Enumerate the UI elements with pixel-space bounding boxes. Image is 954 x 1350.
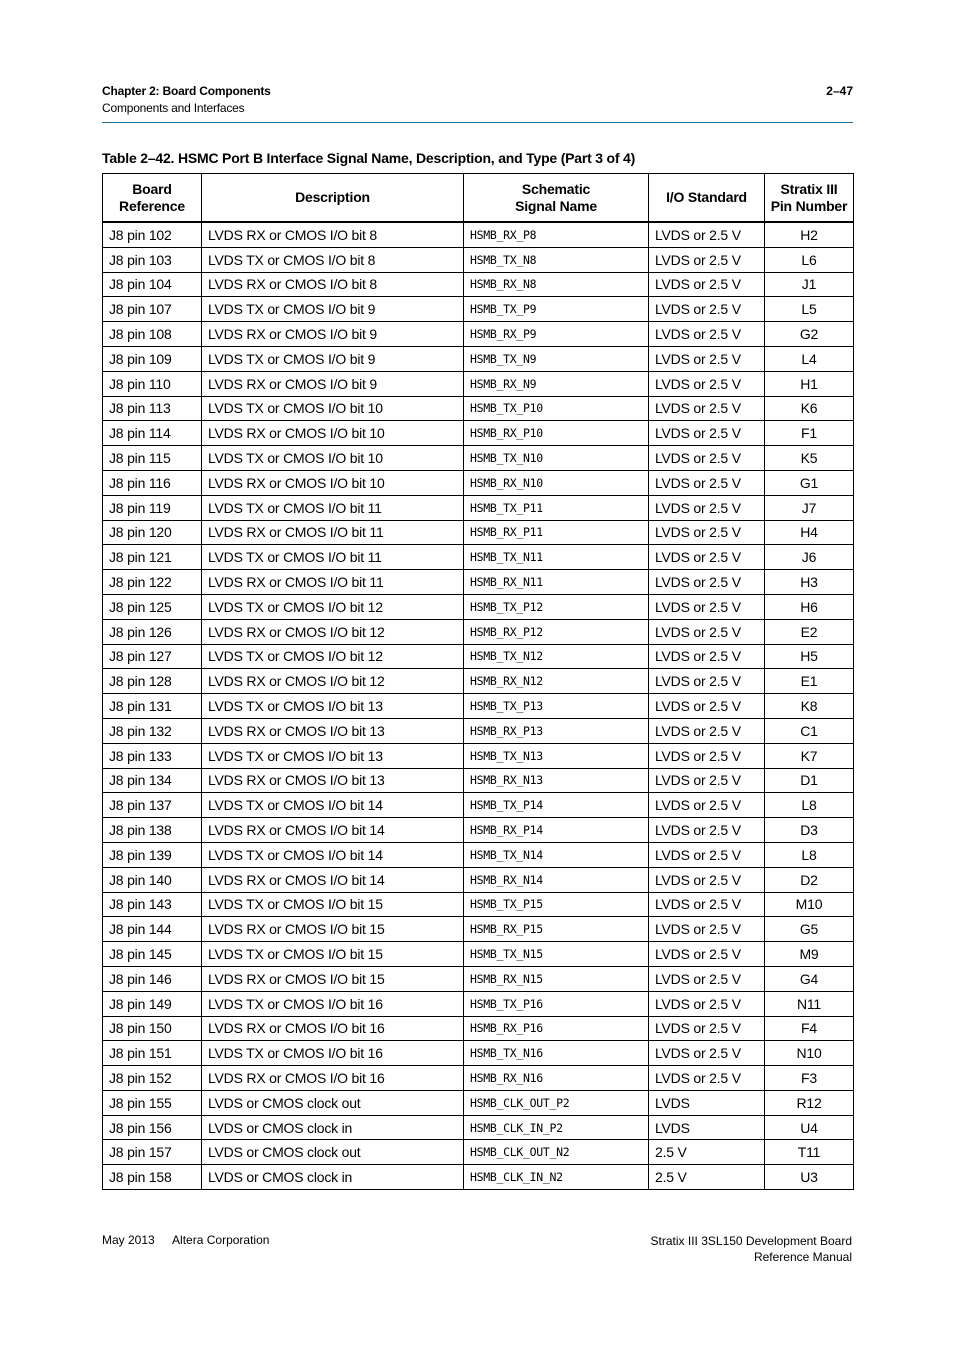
header-line: Board [132,180,172,197]
cell-description: LVDS RX or CMOS I/O bit 8 [202,222,464,247]
cell-pin-number: D3 [765,818,854,843]
cell-pin-number: H2 [765,222,854,247]
cell-description: LVDS TX or CMOS I/O bit 8 [202,247,464,272]
footer-doc-subtitle: Reference Manual [753,1250,852,1264]
cell-board-reference: J8 pin 155 [103,1090,202,1115]
cell-board-reference: J8 pin 149 [103,991,202,1016]
cell-description: LVDS RX or CMOS I/O bit 16 [202,1066,464,1091]
cell-io-standard: LVDS or 2.5 V [649,991,765,1016]
cell-board-reference: J8 pin 143 [103,892,202,917]
cell-description: LVDS RX or CMOS I/O bit 12 [202,669,464,694]
cell-description: LVDS TX or CMOS I/O bit 15 [202,942,464,967]
cell-io-standard: LVDS or 2.5 V [649,619,765,644]
cell-signal-name: HSMB_RX_P11 [464,520,649,545]
cell-board-reference: J8 pin 133 [103,743,202,768]
table-row [103,272,854,297]
cell-description: LVDS TX or CMOS I/O bit 14 [202,842,464,867]
cell-signal-name: HSMB_CLK_IN_P2 [464,1115,649,1140]
cell-pin-number: U4 [765,1115,854,1140]
cell-description: LVDS TX or CMOS I/O bit 12 [202,644,464,669]
cell-board-reference: J8 pin 113 [103,396,202,421]
cell-board-reference: J8 pin 134 [103,768,202,793]
footer-date: May 2013 [102,1233,155,1247]
cell-board-reference: J8 pin 139 [103,842,202,867]
cell-description: LVDS RX or CMOS I/O bit 8 [202,272,464,297]
cell-signal-name: HSMB_RX_N15 [464,966,649,991]
table-row [103,1016,854,1041]
cell-description: LVDS TX or CMOS I/O bit 13 [202,743,464,768]
table-row [103,991,854,1016]
cell-signal-name: HSMB_TX_P11 [464,495,649,520]
cell-signal-name: HSMB_TX_N12 [464,644,649,669]
cell-io-standard: LVDS or 2.5 V [649,917,765,942]
cell-description: LVDS or CMOS clock out [202,1090,464,1115]
table-row [103,867,854,892]
cell-board-reference: J8 pin 103 [103,247,202,272]
cell-io-standard: LVDS or 2.5 V [649,892,765,917]
cell-pin-number: C1 [765,718,854,743]
cell-io-standard: LVDS or 2.5 V [649,1066,765,1091]
table-row [103,768,854,793]
cell-pin-number: G2 [765,322,854,347]
table-row [103,1066,854,1091]
cell-pin-number: M10 [765,892,854,917]
cell-pin-number: L4 [765,346,854,371]
cell-description: LVDS RX or CMOS I/O bit 14 [202,867,464,892]
cell-description: LVDS RX or CMOS I/O bit 9 [202,322,464,347]
cell-io-standard: LVDS or 2.5 V [649,743,765,768]
cell-pin-number: L6 [765,247,854,272]
cell-signal-name: HSMB_RX_P10 [464,421,649,446]
cell-io-standard: LVDS [649,1090,765,1115]
cell-io-standard: 2.5 V [649,1140,765,1165]
table-row [103,619,854,644]
cell-description: LVDS RX or CMOS I/O bit 13 [202,768,464,793]
cell-signal-name: HSMB_TX_P16 [464,991,649,1016]
cell-board-reference: J8 pin 114 [103,421,202,446]
header-line: Signal Name [515,197,597,214]
cell-board-reference: J8 pin 116 [103,470,202,495]
header-description [202,174,464,223]
cell-signal-name: HSMB_RX_P15 [464,917,649,942]
cell-description: LVDS RX or CMOS I/O bit 15 [202,966,464,991]
cell-pin-number: J6 [765,545,854,570]
cell-pin-number: T11 [765,1140,854,1165]
cell-description: LVDS TX or CMOS I/O bit 11 [202,495,464,520]
cell-board-reference: J8 pin 121 [103,545,202,570]
cell-description: LVDS RX or CMOS I/O bit 16 [202,1016,464,1041]
cell-description: LVDS TX or CMOS I/O bit 14 [202,793,464,818]
cell-board-reference: J8 pin 138 [103,818,202,843]
cell-signal-name: HSMB_RX_N8 [464,272,649,297]
cell-description: LVDS TX or CMOS I/O bit 12 [202,594,464,619]
cell-board-reference: J8 pin 140 [103,867,202,892]
cell-pin-number: M9 [765,942,854,967]
cell-io-standard: LVDS or 2.5 V [649,966,765,991]
cell-board-reference: J8 pin 102 [103,222,202,247]
cell-description: LVDS RX or CMOS I/O bit 12 [202,619,464,644]
cell-board-reference: J8 pin 156 [103,1115,202,1140]
cell-board-reference: J8 pin 119 [103,495,202,520]
cell-io-standard: LVDS or 2.5 V [649,1041,765,1066]
cell-pin-number: D2 [765,867,854,892]
cell-io-standard: LVDS or 2.5 V [649,867,765,892]
cell-pin-number: H5 [765,644,854,669]
footer-company: Altera Corporation [172,1233,270,1247]
cell-pin-number: L8 [765,842,854,867]
cell-io-standard: LVDS or 2.5 V [649,470,765,495]
table-row [103,942,854,967]
cell-signal-name: HSMB_TX_N13 [464,743,649,768]
cell-signal-name: HSMB_CLK_IN_N2 [464,1165,649,1190]
cell-pin-number: L8 [765,793,854,818]
cell-io-standard: LVDS or 2.5 V [649,297,765,322]
cell-board-reference: J8 pin 158 [103,1165,202,1190]
table-row [103,793,854,818]
cell-board-reference: J8 pin 115 [103,446,202,471]
cell-io-standard: LVDS or 2.5 V [649,322,765,347]
table-row [103,917,854,942]
header-board-reference [103,174,202,223]
cell-io-standard: LVDS or 2.5 V [649,396,765,421]
cell-io-standard: LVDS or 2.5 V [649,421,765,446]
cell-signal-name: HSMB_TX_P13 [464,694,649,719]
table-header-row [103,174,854,223]
header-io-standard [649,174,765,223]
cell-pin-number: F3 [765,1066,854,1091]
cell-io-standard: LVDS or 2.5 V [649,718,765,743]
cell-io-standard: LVDS or 2.5 V [649,520,765,545]
cell-pin-number: J1 [765,272,854,297]
cell-pin-number: F4 [765,1016,854,1041]
cell-board-reference: J8 pin 145 [103,942,202,967]
cell-board-reference: J8 pin 144 [103,917,202,942]
cell-io-standard: LVDS or 2.5 V [649,842,765,867]
cell-description: LVDS TX or CMOS I/O bit 10 [202,396,464,421]
cell-io-standard: LVDS or 2.5 V [649,1016,765,1041]
cell-pin-number: L5 [765,297,854,322]
cell-signal-name: HSMB_TX_P12 [464,594,649,619]
cell-signal-name: HSMB_RX_N13 [464,768,649,793]
cell-signal-name: HSMB_TX_P15 [464,892,649,917]
section-title: Components and Interfaces [102,101,245,115]
cell-signal-name: HSMB_TX_P9 [464,297,649,322]
cell-pin-number: E2 [765,619,854,644]
table-row [103,247,854,272]
cell-board-reference: J8 pin 122 [103,570,202,595]
table-row [103,421,854,446]
cell-signal-name: HSMB_TX_N14 [464,842,649,867]
header-pin-number [765,174,854,223]
table-row [103,1041,854,1066]
cell-pin-number: K5 [765,446,854,471]
cell-board-reference: J8 pin 152 [103,1066,202,1091]
header-line: Reference [119,197,185,214]
cell-description: LVDS RX or CMOS I/O bit 10 [202,421,464,446]
table-row [103,1115,854,1140]
cell-io-standard: LVDS or 2.5 V [649,371,765,396]
cell-io-standard: LVDS [649,1115,765,1140]
cell-description: LVDS RX or CMOS I/O bit 10 [202,470,464,495]
table-row [103,1165,854,1190]
cell-io-standard: LVDS or 2.5 V [649,495,765,520]
table-row [103,718,854,743]
cell-description: LVDS RX or CMOS I/O bit 14 [202,818,464,843]
table-row [103,346,854,371]
cell-io-standard: LVDS or 2.5 V [649,793,765,818]
cell-io-standard: LVDS or 2.5 V [649,346,765,371]
header-line: Schematic [521,180,591,197]
table-row [103,520,854,545]
table-row [103,594,854,619]
cell-signal-name: HSMB_RX_N10 [464,470,649,495]
table-row [103,1090,854,1115]
cell-io-standard: LVDS or 2.5 V [649,768,765,793]
cell-description: LVDS TX or CMOS I/O bit 9 [202,346,464,371]
cell-board-reference: J8 pin 151 [103,1041,202,1066]
table-row [103,371,854,396]
cell-board-reference: J8 pin 125 [103,594,202,619]
cell-description: LVDS RX or CMOS I/O bit 15 [202,917,464,942]
cell-description: LVDS TX or CMOS I/O bit 13 [202,694,464,719]
cell-io-standard: LVDS or 2.5 V [649,222,765,247]
cell-signal-name: HSMB_RX_P14 [464,818,649,843]
header-line: Description [295,189,370,205]
cell-io-standard: LVDS or 2.5 V [649,818,765,843]
cell-signal-name: HSMB_RX_N14 [464,867,649,892]
cell-pin-number: R12 [765,1090,854,1115]
footer-right [651,1233,852,1265]
table-row [103,545,854,570]
table-row [103,396,854,421]
cell-description: LVDS TX or CMOS I/O bit 9 [202,297,464,322]
cell-board-reference: J8 pin 126 [103,619,202,644]
cell-board-reference: J8 pin 131 [103,694,202,719]
cell-signal-name: HSMB_RX_P13 [464,718,649,743]
table-body [103,222,854,1190]
cell-board-reference: J8 pin 120 [103,520,202,545]
table-row [103,842,854,867]
header-line: Stratix III [780,180,838,197]
cell-io-standard: LVDS or 2.5 V [649,669,765,694]
cell-signal-name: HSMB_TX_N16 [464,1041,649,1066]
cell-board-reference: J8 pin 137 [103,793,202,818]
cell-io-standard: LVDS or 2.5 V [649,545,765,570]
chapter-title: Chapter 2: Board Components [102,84,271,98]
cell-signal-name: HSMB_TX_P10 [464,396,649,421]
cell-pin-number: H3 [765,570,854,595]
cell-signal-name: HSMB_TX_N10 [464,446,649,471]
cell-signal-name: HSMB_RX_N9 [464,371,649,396]
cell-signal-name: HSMB_TX_N15 [464,942,649,967]
cell-description: LVDS or CMOS clock in [202,1165,464,1190]
table-row [103,743,854,768]
footer-doc-title: Stratix III 3SL150 Development Board [650,1234,852,1248]
cell-pin-number: D1 [765,768,854,793]
table-row [103,446,854,471]
cell-description: LVDS or CMOS clock in [202,1115,464,1140]
cell-signal-name: HSMB_RX_P12 [464,619,649,644]
cell-description: LVDS TX or CMOS I/O bit 11 [202,545,464,570]
cell-io-standard: LVDS or 2.5 V [649,272,765,297]
cell-pin-number: K6 [765,396,854,421]
page-number: 2–47 [826,84,853,98]
cell-description: LVDS RX or CMOS I/O bit 11 [202,520,464,545]
cell-description: LVDS or CMOS clock out [202,1140,464,1165]
cell-io-standard: LVDS or 2.5 V [649,694,765,719]
table-row [103,892,854,917]
cell-description: LVDS TX or CMOS I/O bit 15 [202,892,464,917]
table-row [103,966,854,991]
cell-pin-number: N10 [765,1041,854,1066]
cell-io-standard: LVDS or 2.5 V [649,594,765,619]
cell-board-reference: J8 pin 107 [103,297,202,322]
cell-signal-name: HSMB_RX_N12 [464,669,649,694]
header-line: I/O Standard [666,189,747,205]
cell-signal-name: HSMB_RX_N16 [464,1066,649,1091]
cell-signal-name: HSMB_RX_P8 [464,222,649,247]
cell-signal-name: HSMB_RX_P16 [464,1016,649,1041]
cell-description: LVDS TX or CMOS I/O bit 10 [202,446,464,471]
table-row [103,818,854,843]
cell-description: LVDS TX or CMOS I/O bit 16 [202,991,464,1016]
table-row [103,322,854,347]
cell-pin-number: H4 [765,520,854,545]
footer-left [102,1233,269,1247]
table-row [103,1140,854,1165]
cell-pin-number: K8 [765,694,854,719]
cell-description: LVDS RX or CMOS I/O bit 13 [202,718,464,743]
cell-io-standard: LVDS or 2.5 V [649,446,765,471]
cell-signal-name: HSMB_TX_P14 [464,793,649,818]
cell-board-reference: J8 pin 150 [103,1016,202,1041]
cell-board-reference: J8 pin 108 [103,322,202,347]
table-row [103,694,854,719]
header-schematic-signal-name [464,174,649,223]
cell-signal-name: HSMB_RX_P9 [464,322,649,347]
cell-pin-number: G4 [765,966,854,991]
cell-board-reference: J8 pin 109 [103,346,202,371]
signal-table [102,173,854,1190]
cell-pin-number: F1 [765,421,854,446]
cell-signal-name: HSMB_CLK_OUT_P2 [464,1090,649,1115]
cell-io-standard: LVDS or 2.5 V [649,942,765,967]
cell-board-reference: J8 pin 157 [103,1140,202,1165]
cell-description: LVDS TX or CMOS I/O bit 16 [202,1041,464,1066]
cell-board-reference: J8 pin 146 [103,966,202,991]
cell-pin-number: K7 [765,743,854,768]
cell-description: LVDS RX or CMOS I/O bit 11 [202,570,464,595]
table-row [103,470,854,495]
page-header [102,84,853,123]
cell-io-standard: 2.5 V [649,1165,765,1190]
cell-pin-number: N11 [765,991,854,1016]
table-caption: Table 2–42. HSMC Port B Interface Signal Name, Description, and Type (Part 3 of 4) [102,150,636,166]
cell-pin-number: J7 [765,495,854,520]
table-row [103,570,854,595]
cell-pin-number: H6 [765,594,854,619]
table-row [103,297,854,322]
table-row [103,669,854,694]
cell-io-standard: LVDS or 2.5 V [649,644,765,669]
cell-pin-number: G5 [765,917,854,942]
table-row [103,222,854,247]
cell-description: LVDS RX or CMOS I/O bit 9 [202,371,464,396]
cell-board-reference: J8 pin 128 [103,669,202,694]
cell-board-reference: J8 pin 104 [103,272,202,297]
cell-signal-name: HSMB_RX_N11 [464,570,649,595]
cell-io-standard: LVDS or 2.5 V [649,570,765,595]
table-row [103,495,854,520]
cell-pin-number: U3 [765,1165,854,1190]
cell-pin-number: G1 [765,470,854,495]
cell-signal-name: HSMB_TX_N9 [464,346,649,371]
cell-signal-name: HSMB_TX_N8 [464,247,649,272]
table-row [103,644,854,669]
header-line: Pin Number [770,197,848,214]
cell-board-reference: J8 pin 110 [103,371,202,396]
cell-pin-number: H1 [765,371,854,396]
cell-board-reference: J8 pin 127 [103,644,202,669]
cell-board-reference: J8 pin 132 [103,718,202,743]
cell-signal-name: HSMB_TX_N11 [464,545,649,570]
cell-pin-number: E1 [765,669,854,694]
cell-io-standard: LVDS or 2.5 V [649,247,765,272]
cell-signal-name: HSMB_CLK_OUT_N2 [464,1140,649,1165]
